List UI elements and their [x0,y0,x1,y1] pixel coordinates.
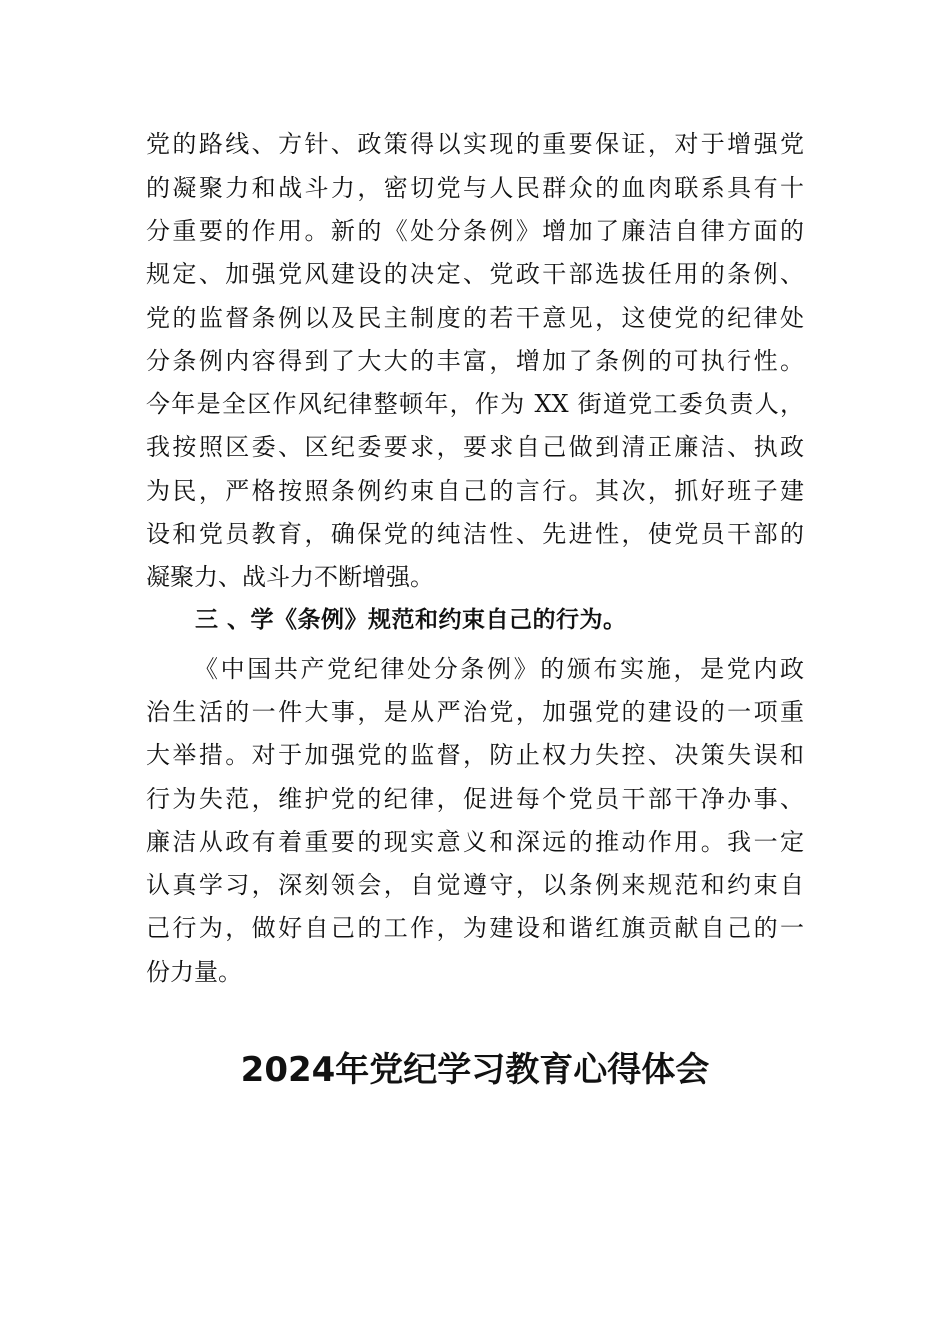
paragraph-line: 分条例内容得到了大大的丰富，增加了条例的可执行性。 [146,347,804,375]
next-article-title: 2024年党纪学习教育心得体会 [240,1050,710,1090]
paragraph-line: 党的监督条例以及民主制度的若干意见，这使党的纪律处 [146,304,804,332]
paragraph-line: 份力量。 [146,958,242,986]
paragraph-line: 我按照区委、区纪委要求，要求自己做到清正廉洁、执政 [146,433,804,461]
paragraph-line: 廉洁从政有着重要的现实意义和深远的推动作用。我一定 [146,828,804,856]
paragraph-line: 今年是全区作风纪律整顿年，作为 XX 街道党工委负责人， [146,390,804,418]
section-heading: 三 、学《条例》规范和约束自己的行为。 [195,607,627,633]
paragraph-line: 大举措。对于加强党的监督，防止权力失控、决策失误和 [146,741,804,769]
paragraph-line: 的凝聚力和战斗力，密切党与人民群众的血肉联系具有十 [146,174,804,202]
paragraph-line: 设和党员教育，确保党的纯洁性、先进性，使党员干部的 [146,520,804,548]
paragraph-line: 分重要的作用。新的《处分条例》增加了廉洁自律方面的 [146,217,804,245]
paragraph-line: 《中国共产党纪律处分条例》的颁布实施，是党内政 [194,655,804,683]
paragraph-line: 行为失范，维护党的纪律，促进每个党员干部干净办事、 [146,785,804,813]
paragraph-line: 认真学习，深刻领会，自觉遵守，以条例来规范和约束自 [146,871,804,899]
paragraph-line: 己行为，做好自己的工作，为建设和谐红旗贡献自己的一 [146,914,804,942]
paragraph-line: 规定、加强党风建设的决定、党政干部选拔任用的条例、 [146,260,804,288]
paragraph-line: 凝聚力、战斗力不断增强。 [146,563,434,591]
paragraph-line: 为民，严格按照条例约束自己的言行。其次，抓好班子建 [146,477,804,505]
paragraph-line: 治生活的一件大事，是从严治党，加强党的建设的一项重 [146,698,804,726]
paragraph-line: 党的路线、方针、政策得以实现的重要保证，对于增强党 [146,130,804,158]
